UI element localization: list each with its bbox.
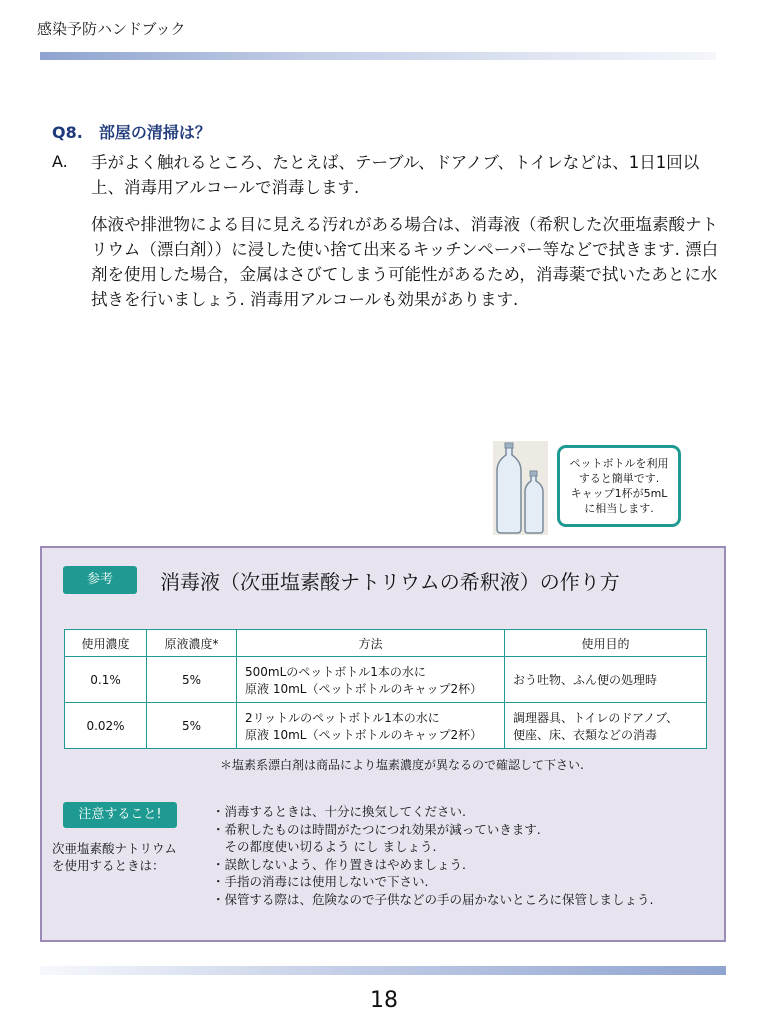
purpose-line: 便座、床、衣類などの消毒 [513, 727, 658, 742]
column-header: 使用濃度 [65, 630, 147, 657]
list-item: ・希釈したものは時間がたつにつれ効果が減っていきます. [212, 821, 541, 837]
footer-divider-bar [40, 966, 726, 975]
method-line: 2リットルのペットボトル1本の水に [245, 710, 440, 725]
list-item: ・消毒するときは、十分に換気してください. [212, 804, 466, 819]
cell-method [237, 703, 505, 749]
caution-list [212, 803, 653, 908]
cell-purpose [505, 703, 707, 749]
column-header: 使用目的 [505, 630, 707, 657]
method-line: 原液 10mL（ペットボトルのキャップ2杯） [245, 681, 483, 696]
caution-badge: 注意すること! [63, 802, 177, 828]
page-number: 18 [370, 988, 398, 1013]
answer-label: A. [52, 152, 68, 171]
table-row [65, 703, 707, 749]
list-item: その都度使い切るよう にし ましょう. [212, 839, 437, 854]
list-item: ・誤飲しないよう、作り置きはやめましょう. [212, 856, 466, 872]
caution-side-label [52, 840, 177, 874]
cell-stock: 5% [147, 657, 237, 703]
cell-purpose [505, 657, 707, 703]
pet-bottle-tip-callout [557, 445, 681, 527]
header-divider-bar [40, 52, 716, 60]
column-header: 原液濃度* [147, 630, 237, 657]
callout-line: ペットボトルを利用 [569, 457, 669, 470]
callout-line: キャップ1杯が5mL [570, 487, 668, 500]
cell-method [237, 657, 505, 703]
method-line: 500mLのペットボトル1本の水に [245, 664, 426, 679]
method-line: 原液 10mL（ペットボトルのキャップ2杯） [245, 727, 483, 742]
pet-bottle-illustration [493, 441, 548, 535]
list-item: ・保管する際は、危険なので子供などの手の届かないところに保管しましょう. [212, 891, 654, 907]
callout-line: に相当します. [584, 502, 654, 515]
answer-paragraph-1: 手がよく触れるところ、たとえば、テーブル、ドアノブ、トイレなどは、1日1回以上、消毒用アルコールで消毒します. [91, 153, 700, 197]
page-header-title: 感染予防ハンドブック [37, 20, 186, 38]
table-footnote: ＊塩素系漂白剤は商品により塩素濃度が異なるので確認して下さい. [220, 758, 584, 772]
cell-stock: 5% [147, 703, 237, 749]
answer-paragraph-2: 体液や排泄物による目に見える汚れがある場合は、消毒液（希釈した次亜塩素酸ナトリウム（漂白剤））に浸した使い捨て出来るキッチンペーパー等などで拭きます. 漂白剤を使用した場合，金属はさびてしまう可能性があるため，消毒薬で拭いたあとに水拭きを行いましょう. 消毒用アルコールも効果があります. [91, 215, 719, 309]
reference-badge: 参考 [63, 566, 137, 594]
dilution-table [64, 629, 707, 749]
cell-concentration: 0.1% [65, 657, 147, 703]
cell-concentration: 0.02% [65, 703, 147, 749]
panel-title: 消毒液（次亜塩素酸ナトリウムの希釈液）の作り方 [160, 570, 620, 594]
purpose-line: おう吐物、ふん便の処理時 [513, 673, 658, 687]
purpose-line: 調理器具、トイレのドアノブ、 [513, 710, 679, 725]
side-label-line: 次亜塩素酸ナトリウム [52, 841, 177, 856]
callout-line: すると簡単です. [578, 472, 660, 485]
column-header: 方法 [237, 630, 505, 657]
table-row [65, 657, 707, 703]
table-header-row [65, 630, 707, 657]
list-item: ・手指の消毒には使用しないで下さい. [212, 874, 429, 889]
side-label-line: を使用するときは： [52, 858, 165, 873]
question-heading: Q8. 部屋の清掃は？ [52, 123, 211, 142]
